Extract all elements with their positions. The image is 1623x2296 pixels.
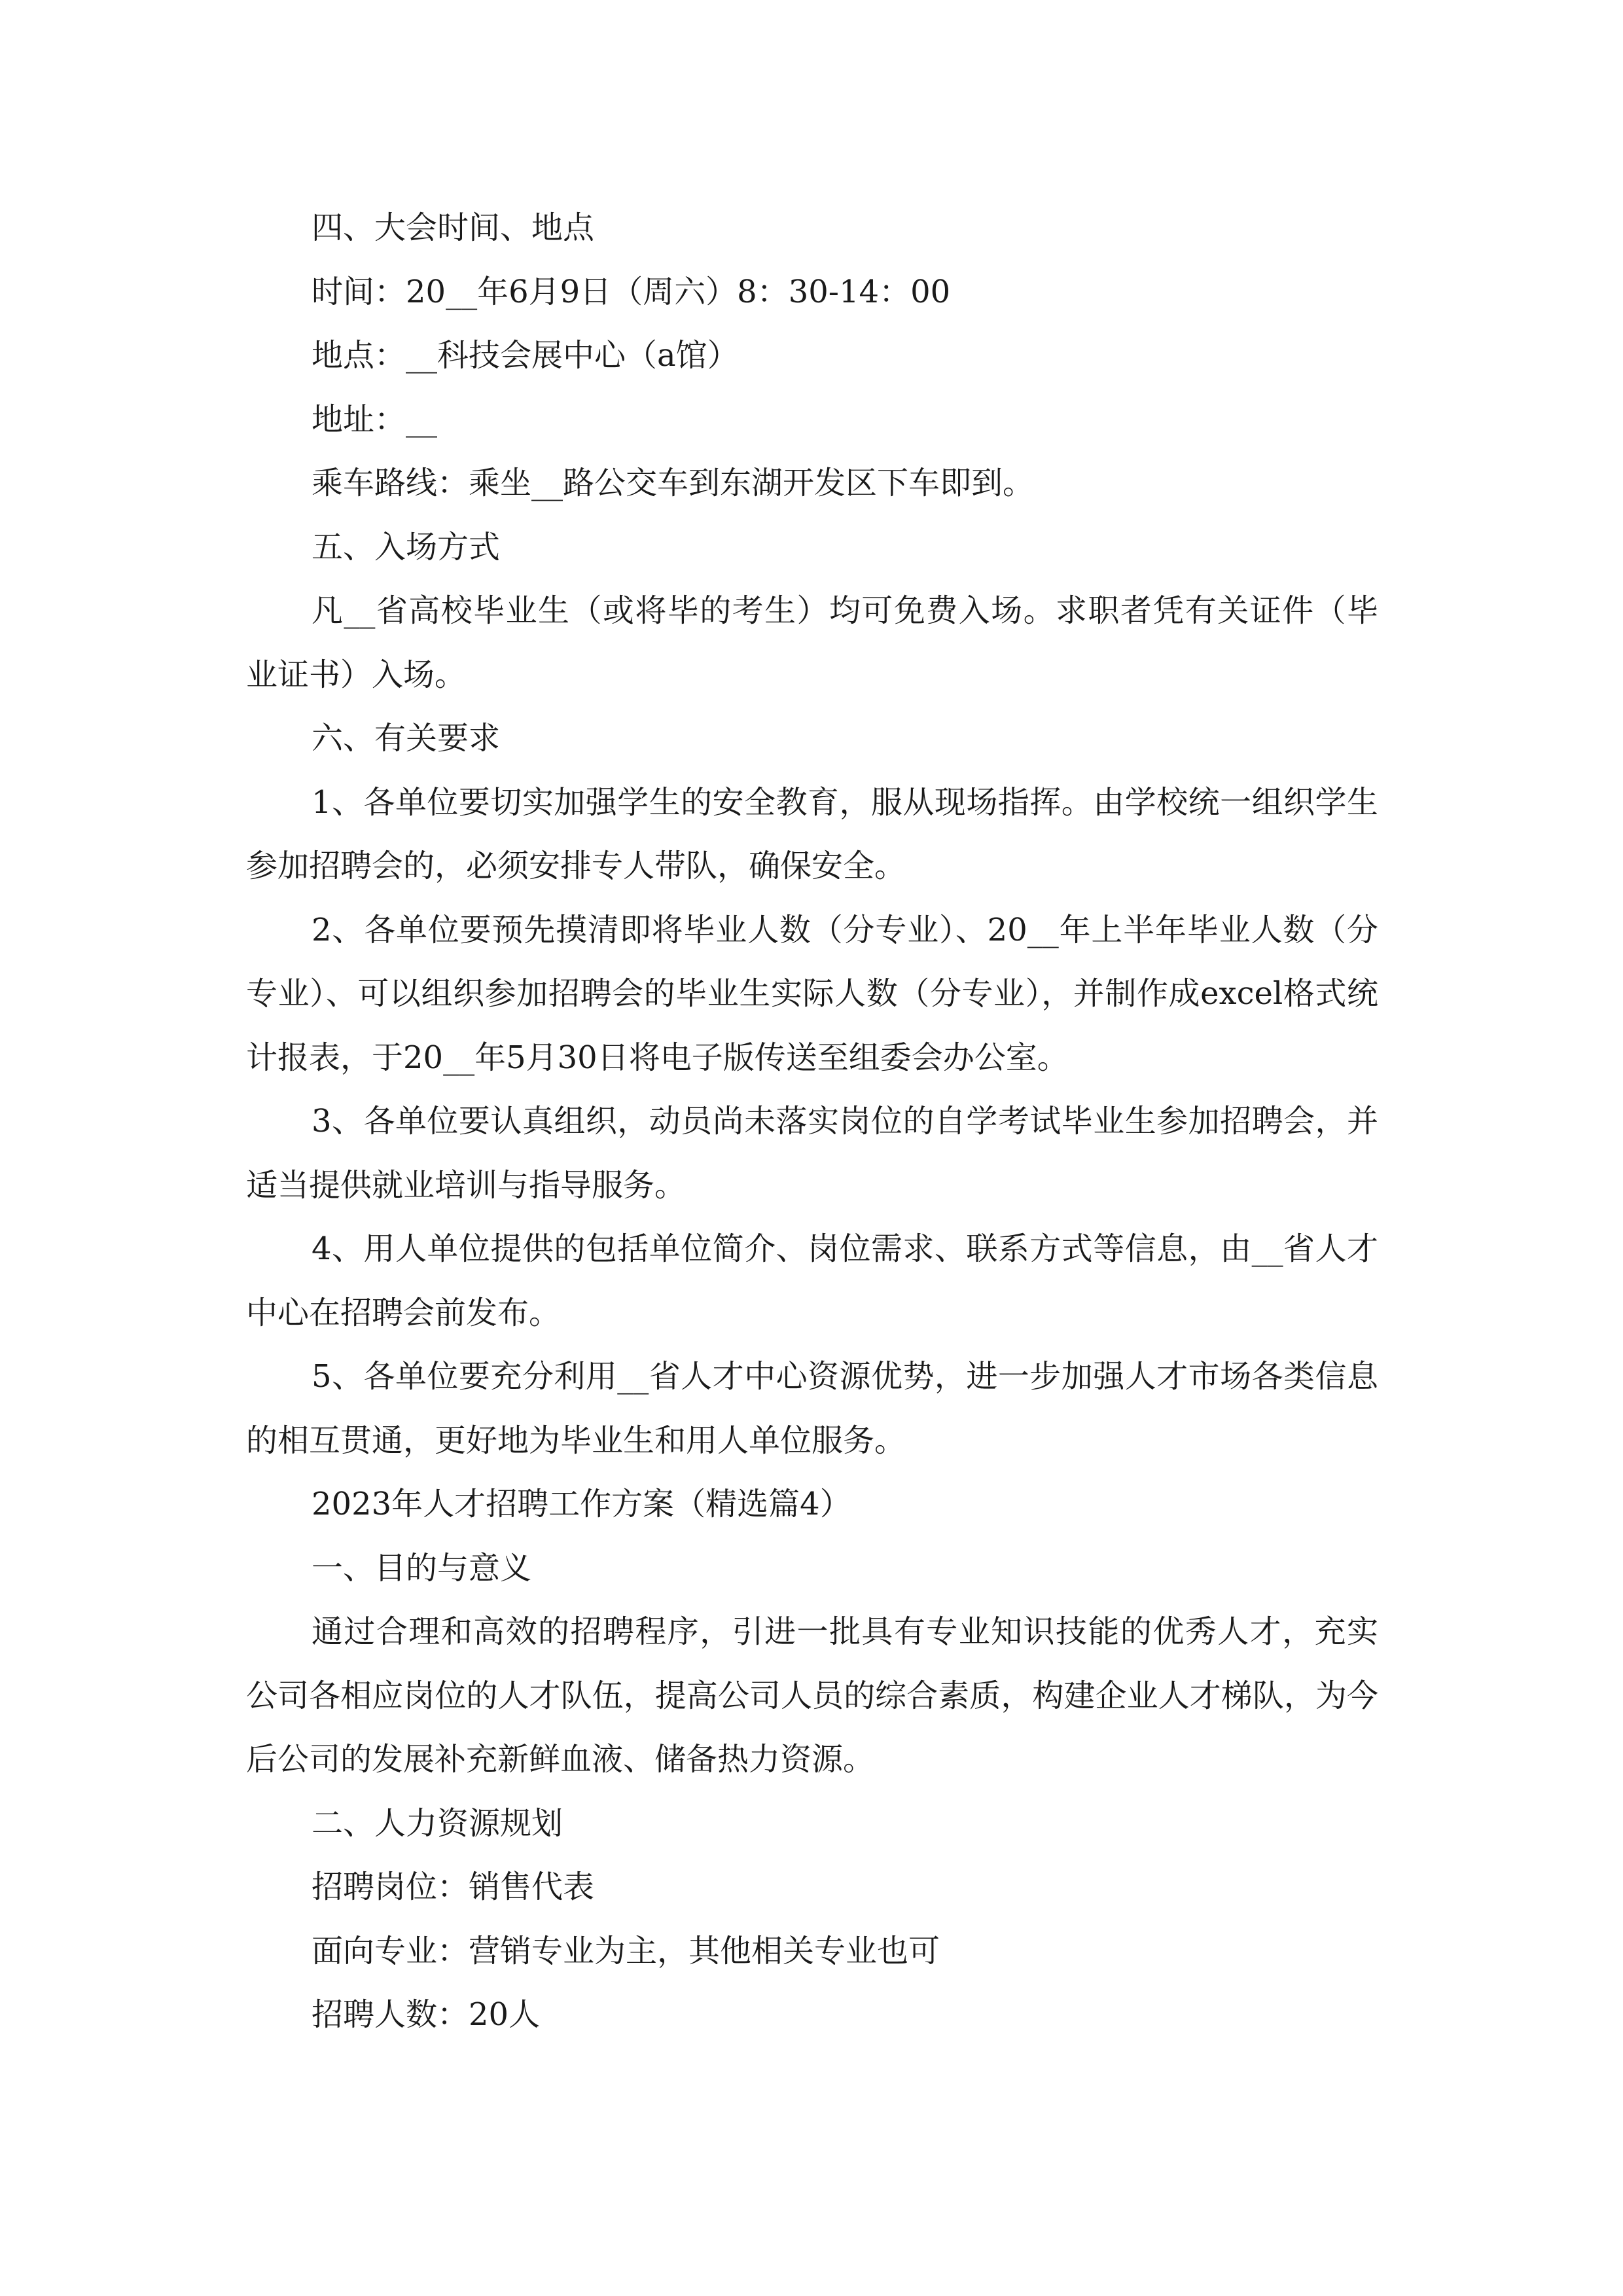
heading-purpose: 一、目的与意义 <box>312 1549 532 1587</box>
requirement-3: 3、各单位要认真组织，动员尚未落实岗位的自学考试毕业生参加招聘会，并适当提供就业培训与指导服务。 <box>246 1103 1378 1204</box>
requirement-4: 4、用人单位提供的包括单位简介、岗位需求、联系方式等信息，由__省人才中心在招聘会前发布。 <box>246 1230 1378 1331</box>
heading-section-6: 六、有关要求 <box>312 720 501 757</box>
event-time: 时间：20__年6月9日（周六）8：30-14：00 <box>312 273 951 310</box>
event-address: 地址：__ <box>312 401 438 438</box>
requirement-1: 1、各单位要切实加强学生的安全教育，服从现场指挥。由学校统一组织学生参加招聘会的，必须安排专人带队，确保安全。 <box>246 783 1378 884</box>
plan-title: 2023年人才招聘工作方案（精选篇4） <box>312 1486 851 1522</box>
event-venue: 地点：__科技会展中心（a馆） <box>312 337 739 374</box>
purpose-paragraph: 通过合理和高效的招聘程序，引进一批具有专业知识技能的优秀人才，充实公司各相应岗位的人才队伍，提高公司人员的综合素质，构建企业人才梯队，为今后公司的发展补充新鲜血液、储备热力资源。 <box>246 1613 1378 1778</box>
heading-section-4: 四、大会时间、地点 <box>312 209 595 246</box>
requirement-5: 5、各单位要充分利用__省人才中心资源优势，进一步加强人才市场各类信息的相互贯通，更好地为毕业生和用人单位服务。 <box>246 1358 1378 1459</box>
bus-route: 乘车路线：乘坐__路公交车到东湖开发区下车即到。 <box>312 465 1035 501</box>
recruit-position: 招聘岗位：销售代表 <box>312 1869 595 1905</box>
recruit-count: 招聘人数：20人 <box>312 1996 541 2033</box>
requirement-2: 2、各单位要预先摸清即将毕业人数（分专业）、20__年上半年毕业人数（分专业）、可以组织参加招聘会的毕业生实际人数（分专业），并制作成excel格式统计报表，于20__年5月30日将电子版传送至组委会办公室。 <box>246 911 1378 1076</box>
target-major: 面向专业：营销专业为主，其他相关专业也可 <box>312 1932 940 1969</box>
heading-hr-planning: 二、人力资源规划 <box>312 1804 563 1842</box>
document-body <box>246 196 1378 2047</box>
heading-section-5: 五、入场方式 <box>312 528 501 565</box>
admission-paragraph: 凡__省高校毕业生（或将毕的考生）均可免费入场。求职者凭有关证件（毕业证书）入场。 <box>246 592 1378 693</box>
